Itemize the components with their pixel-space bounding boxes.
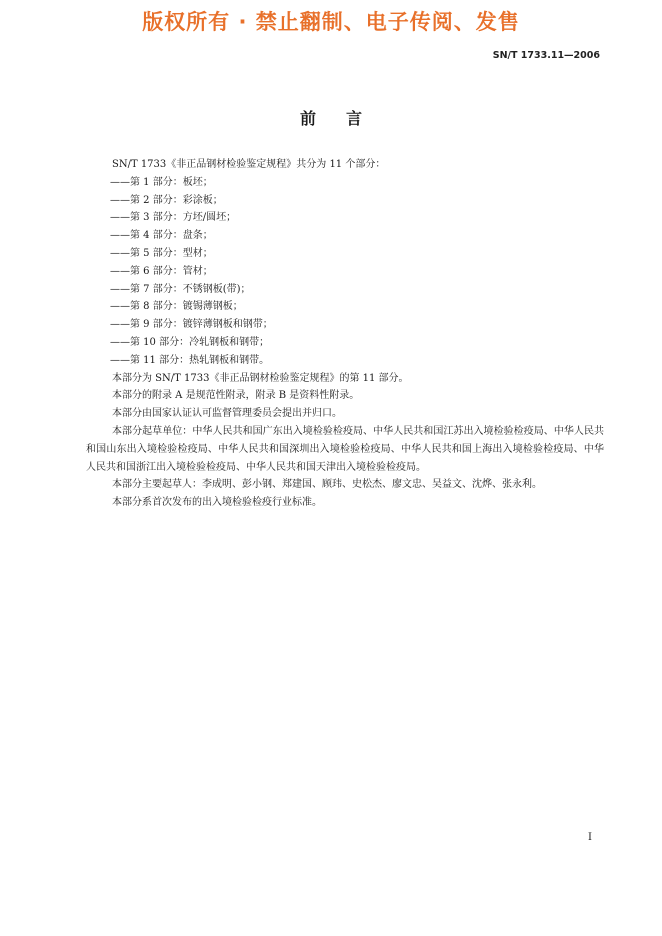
copyright-watermark: 版权所有 · 禁止翻制、电子传阅、发售 — [142, 10, 520, 34]
foreword-body — [86, 156, 604, 512]
page-number: I — [588, 832, 592, 843]
drafters-paragraph: 本部分主要起草人：李成明、彭小钢、郑建国、顾玮、史松杰、廖文忠、吴益文、沈烨、张永利。 — [112, 479, 542, 491]
annex-statement: 本部分的附录 A 是规范性附录，附录 B 是资料性附录。 — [112, 390, 360, 402]
drafting-units-paragraph: 本部分起草单位：中华人民共和国广东出入境检验检疫局、中华人民共和国江苏出入境检验检疫局、中华人民共和国山东出入境检验检疫局、中华人民共和国深圳出入境检验检疫局、中华人民共和国上海出入境检验检疫局、中华人民共和国浙江出入境检验检疫局、中华人民共和国天津出入境检验检疫局。 — [86, 425, 604, 473]
parts-list — [86, 174, 604, 370]
list-item: ——第 3 部分：方坯/圆坯； — [110, 212, 237, 224]
list-item: ——第 6 部分：管材； — [110, 265, 213, 277]
part-of-statement: 本部分为 SN/T 1733《非正品钢材检验鉴定规程》的第 11 部分。 — [112, 372, 409, 384]
list-item: ——第 5 部分：型材； — [110, 247, 213, 259]
list-item: ——第 11 部分：热轧钢板和钢带。 — [110, 354, 270, 366]
list-item: ——第 10 部分：冷轧钢板和钢带； — [110, 336, 270, 348]
list-item: ——第 2 部分：彩涂板； — [110, 194, 223, 206]
intro-paragraph: SN/T 1733《非正品钢材检验鉴定规程》共分为 11 个部分： — [112, 159, 386, 170]
list-item: ——第 1 部分：板坯； — [110, 176, 213, 188]
proposed-statement: 本部分由国家认证认可监督管理委员会提出并归口。 — [112, 408, 342, 420]
list-item: ——第 8 部分：镀锡薄钢板； — [110, 301, 243, 313]
standard-number: SN/T 1733.11—2006 — [492, 50, 600, 61]
list-item: ——第 4 部分：盘条； — [110, 230, 213, 242]
first-issue-paragraph: 本部分系首次发布的出入境检验检疫行业标准。 — [112, 497, 322, 509]
page-title: 前言 — [299, 109, 392, 128]
list-item: ——第 9 部分：镀锌薄钢板和钢带； — [110, 319, 273, 331]
list-item: ——第 7 部分：不锈钢板(带)； — [110, 283, 251, 295]
